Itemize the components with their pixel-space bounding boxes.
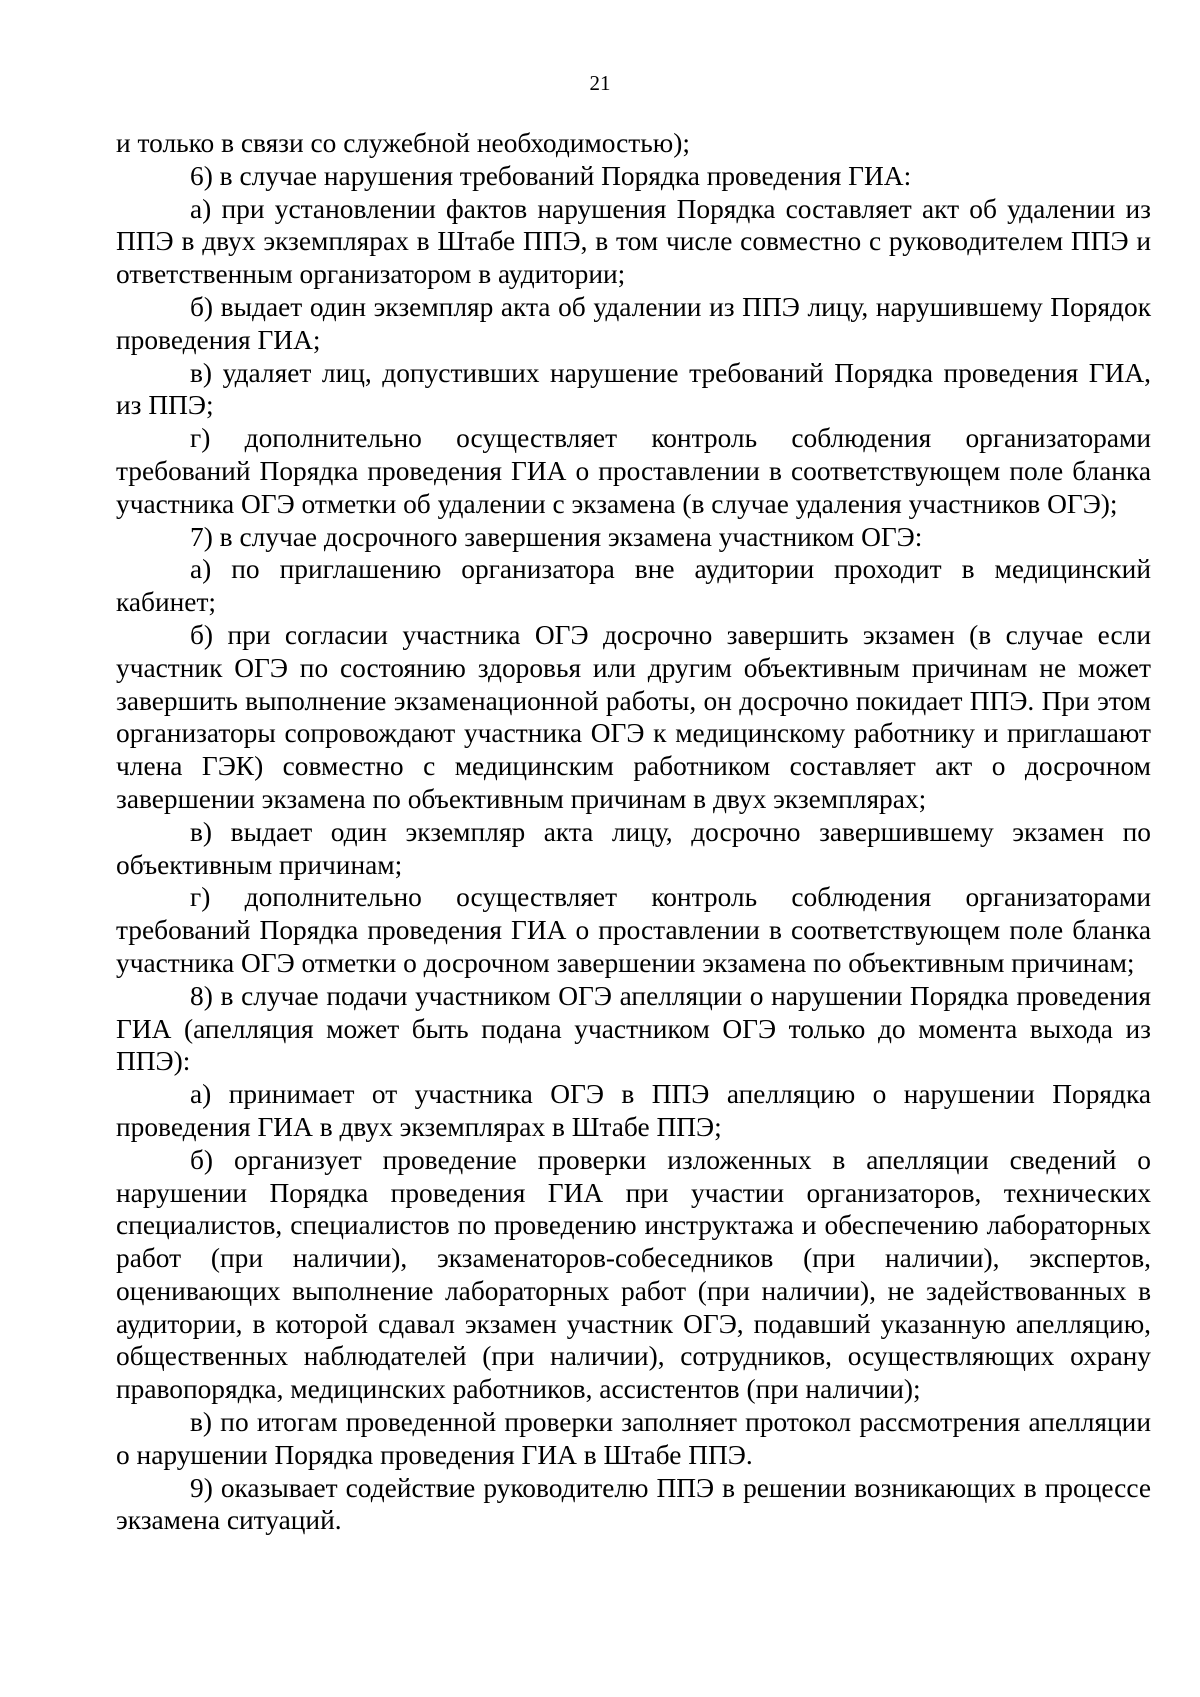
paragraph: а) принимает от участника ОГЭ в ППЭ апелляцию о нарушении Порядка проведения ГИА в двух экземплярах в Штабе ППЭ; — [116, 1079, 1151, 1142]
paragraph: б) организует проведение проверки изложенных в апелляции сведений о нарушении Порядка проведения ГИА при участии организаторов, технических специалистов, специалистов по проведению инструктажа и обеспечению лабораторных работ (при наличии), экзаменаторов-собеседников (при наличии), экспертов, оценивающих выполнение лабораторных работ (при наличии), не задействованных в аудитории, в которой сдавал экзамен участник ОГЭ, подавший указанную апелляцию, общественных наблюдателей (при наличии), сотрудников, осуществляющих охрану правопорядка, медицинских работников, ассистентов (при наличии); — [116, 1144, 1151, 1405]
paragraph: г) дополнительно осуществляет контроль соблюдения организаторами требований Порядка проведения ГИА о проставлении в соответствующем поле бланка участника ОГЭ отметки об удалении с экзамена (в случае удаления участников ОГЭ); — [116, 423, 1151, 519]
paragraph: а) при установлении фактов нарушения Порядка составляет акт об удалении из ППЭ в двух экземплярах в Штабе ППЭ, в том числе совместно с руководителем ППЭ и ответственным организатором в аудитории; — [116, 193, 1151, 290]
paragraph: в) по итогам проведенной проверки заполняет протокол рассмотрения апелляции о нарушении Порядка проведения ГИА в Штабе ППЭ. — [116, 1407, 1151, 1470]
paragraph: б) при согласии участника ОГЭ досрочно завершить экзамен (в случае если участник ОГЭ по состоянию здоровья или другим объективным причинам не может завершить выполнение экзаменационной работы, он досрочно покидает ППЭ. При этом организаторы сопровождают участника ОГЭ к медицинскому работнику и приглашают члена ГЭК) совместно с медицинским работником составляет акт о досрочном завершении экзамена по объективным причинам в двух экземплярах; — [116, 619, 1151, 814]
paragraph: 6) в случае нарушения требований Порядка проведения ГИА: — [190, 160, 912, 191]
paragraph: 8) в случае подачи участником ОГЭ апелляции о нарушении Порядка проведения ГИА (апелляция может быть подана участником ОГЭ только до момента выхода из ППЭ): — [116, 980, 1151, 1077]
paragraph: 7) в случае досрочного завершения экзамена участником ОГЭ: — [190, 521, 923, 552]
page-number: 21 — [589, 71, 611, 95]
paragraph: 9) оказывает содействие руководителю ППЭ в решении возникающих в процессе экзамена ситуаций. — [116, 1472, 1151, 1536]
paragraph: а) по приглашению организатора вне аудитории проходит в медицинский кабинет; — [116, 554, 1151, 618]
paragraph: б) выдает один экземпляр акта об удалении из ППЭ лицу, нарушившему Порядок проведения ГИА; — [116, 291, 1151, 355]
paragraph: и только в связи со служебной необходимостью); — [116, 128, 690, 158]
paragraph: в) удаляет лиц, допустивших нарушение требований Порядка проведения ГИА, из ППЭ; — [116, 357, 1151, 421]
paragraph: в) выдает один экземпляр акта лицу, досрочно завершившему экзамен по объективным причинам; — [116, 816, 1151, 880]
document-body — [116, 127, 1151, 1537]
paragraph: г) дополнительно осуществляет контроль соблюдения организаторами требований Порядка проведения ГИА о проставлении в соответствующем поле бланка участника ОГЭ отметки о досрочном завершении экзамена по объективным причинам; — [116, 882, 1151, 978]
